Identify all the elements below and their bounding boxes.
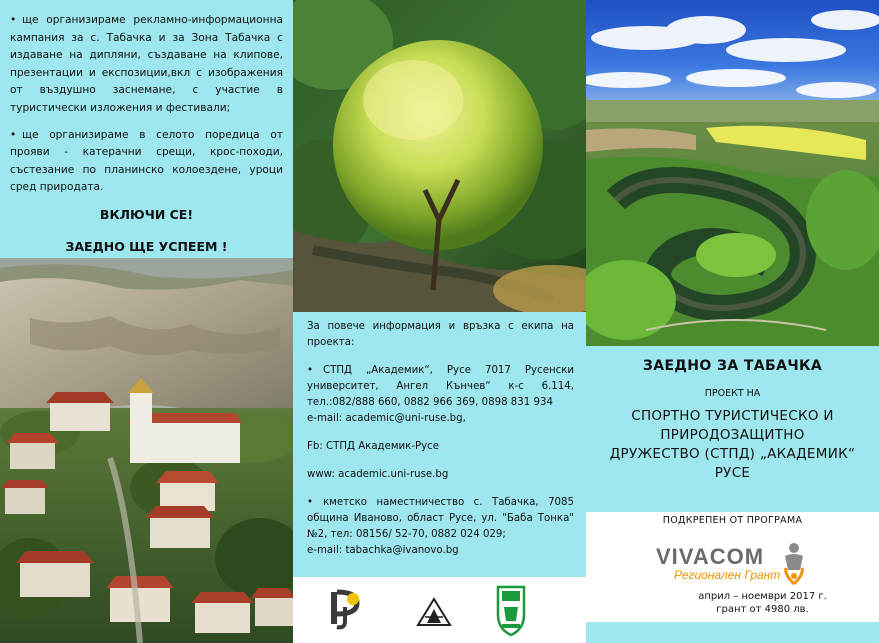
map-pin-person-icon [782, 542, 806, 586]
project-title-panel [586, 346, 879, 512]
contact-mayor-email[interactable]: e-mail: tabachka@ivanovo.bg [307, 545, 459, 556]
contact-panel [293, 312, 586, 577]
left-info-panel [0, 0, 293, 258]
canyon-aerial-photo [586, 0, 879, 346]
supported-by-label: ПОДКРЕПЕН ОТ ПРОГРАМА [662, 515, 803, 526]
grant-period: април – ноември 2017 г. [698, 591, 827, 602]
organization-name: СПОРТНО ТУРИСТИЧЕСКО И ПРИРОДОЗАЩИТНО ДРУЖЕСТВО (СТПД) „АКАДЕМИК“ РУСЕ [609, 408, 856, 481]
contact-org-email[interactable]: e-mail: academic@uni-ruse.bg, [307, 413, 466, 424]
activity-bullet-events: • ще организираме в селото поредица от прояви - катерачни срещи, крос-походи, състезание по планинско колоездене, уроци сред природата. [10, 128, 283, 194]
bottom-color-strip [586, 622, 879, 643]
grant-details [586, 590, 879, 616]
mountain-club-emblem-icon [418, 599, 450, 625]
contact-facebook[interactable]: Fb: СТПД Академик-Русе [307, 441, 440, 452]
tree-photo [293, 0, 586, 312]
contact-mayor-address: кметско наместничество с. Табачка, 7085 община Иваново, област Русе, ул. "Баба Тонка" №2, тел: 08156/ 52-70, 0882 024 029; [307, 497, 574, 540]
contact-website[interactable]: www: academic.uni-ruse.bg [307, 469, 449, 480]
regional-grant-label: Регионален Грант [674, 568, 781, 582]
activity-bullet-campaign: • ще организираме рекламно-информационна кампания за с. Табачка и за Зона Табачка с издаване на дипляни, създаване на клипове, презентации и експозиции,вкл с изображения от въздушно заснемане, с участие в туристически изложения и фестивали; [10, 14, 283, 114]
ivanovo-municipality-crest-icon [498, 587, 524, 635]
project-label: ПРОЕКТ НА [704, 388, 761, 399]
village-photo [0, 258, 293, 643]
project-title: ЗАЕДНО ЗА ТАБАЧКА [642, 358, 823, 374]
partner-logos [293, 577, 586, 643]
ruse-university-logo-icon [331, 592, 359, 627]
contact-org-address: СТПД „Академик“, Русе 7017 Русенски университет, Ангел Кънчев“ к-с 6.114, тел.:082/888 660, 0882 966 369, 0898 831 934 [307, 365, 574, 408]
contact-intro: За повече информация и връзка с екипа на проекта: [307, 321, 574, 348]
grant-amount: грант от 4980 лв. [716, 604, 809, 615]
contact-mayor-block: • кметско наместничество с. Табачка, 7085 община Иваново, област Русе, ул. "Баба Тонка" №2, тел: 08156/ 52-70, 0882 024 029; e-mail: tabachka@ivanovo.bg [307, 497, 574, 556]
call-to-action-together: ЗАЕДНО ЩЕ УСПЕЕМ ! [65, 238, 228, 254]
contact-org-block: • СТПД „Академик“, Русе 7017 Русенски университет, Ангел Кънчев“ к-с 6.114, тел.:082/888 660, 0882 966 369, 0898 831 934 e-mail: academic@uni-ruse.bg, [307, 365, 574, 424]
sponsor-panel [586, 512, 879, 622]
call-to-action-join: ВКЛЮЧИ СЕ! [99, 206, 194, 222]
vivacom-logo: VIVACOM [656, 544, 765, 569]
